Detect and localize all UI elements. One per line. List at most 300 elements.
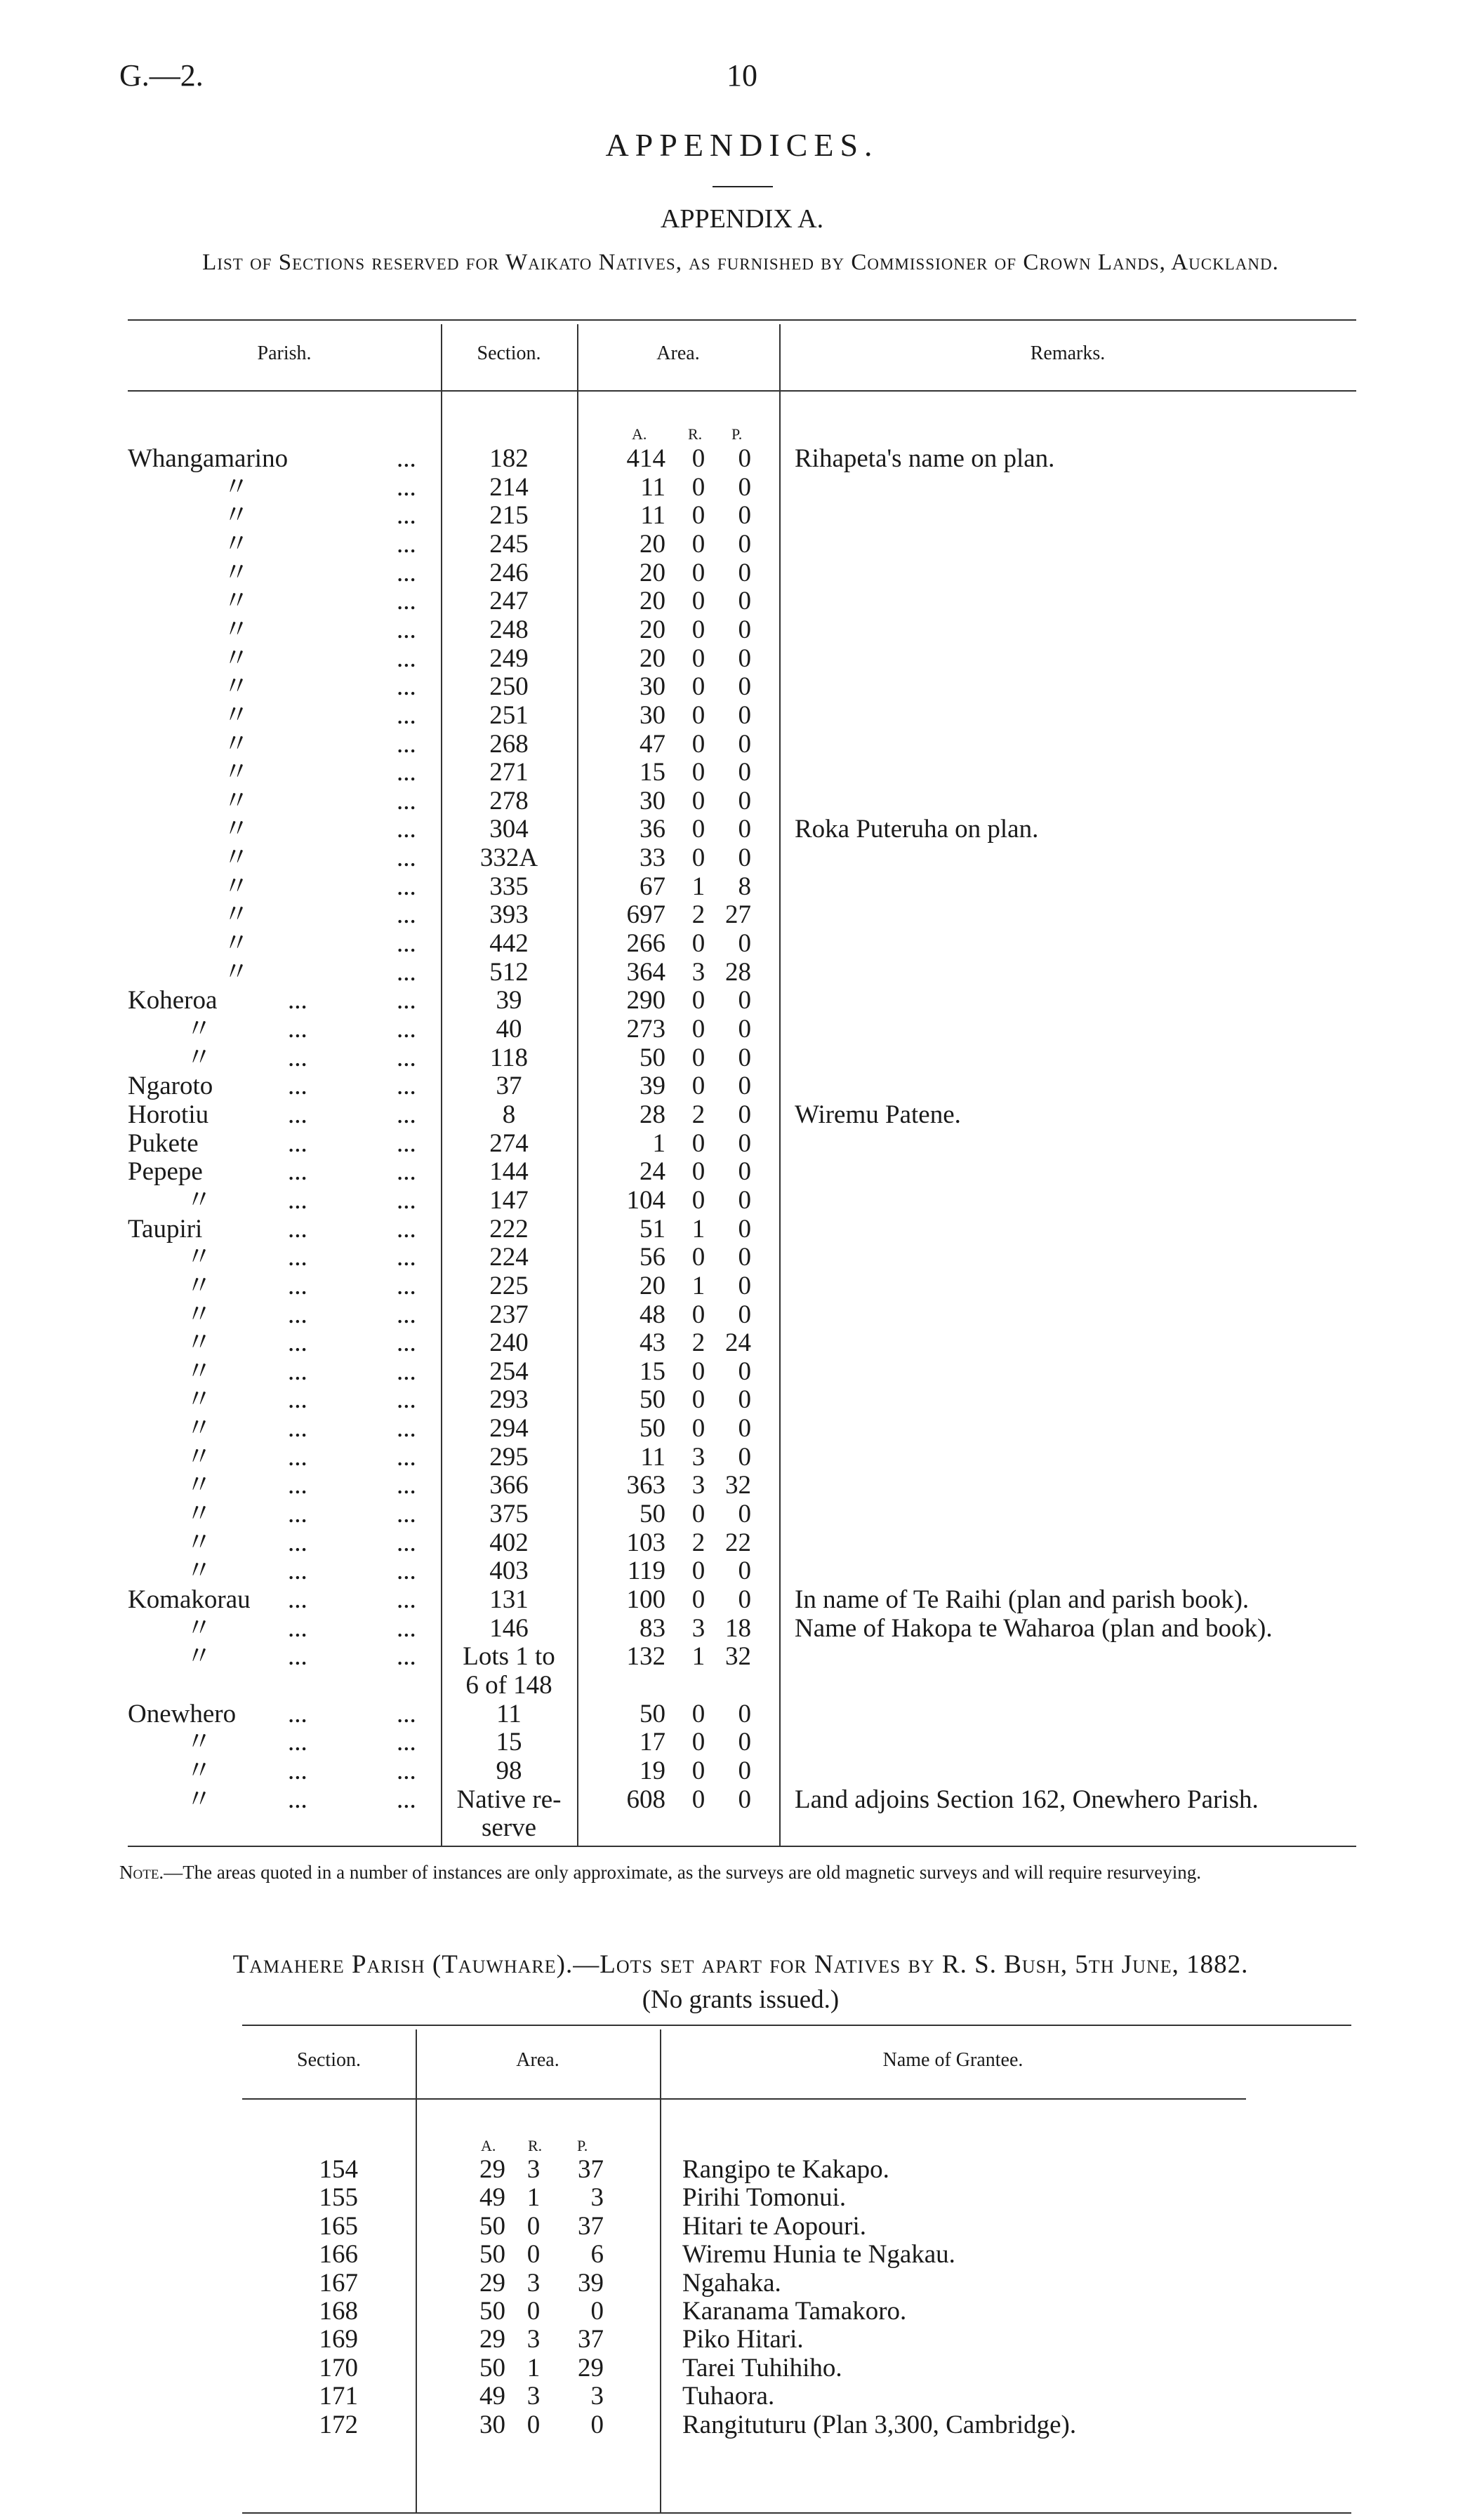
roods-cell: 0	[691, 1385, 705, 1415]
section-cell: 169	[319, 2325, 358, 2354]
table-row	[0, 673, 1484, 701]
acres-cell: 50	[479, 2297, 505, 2326]
perches-cell: 0	[738, 1356, 751, 1386]
perches-cell: 3	[590, 2382, 604, 2411]
title-divider	[713, 186, 773, 187]
roods-cell: 0	[691, 472, 705, 502]
table-row	[0, 1643, 1484, 1671]
parish-cell: 〃	[223, 529, 249, 559]
leader-dots: ...	[288, 1328, 307, 1358]
table-row	[0, 1215, 1484, 1244]
note-label: Note.	[119, 1862, 164, 1883]
leader-dots: ...	[397, 1328, 416, 1358]
roods-cell: 0	[691, 1699, 705, 1728]
acres-cell: 50	[640, 1500, 665, 1529]
section-cell: 40	[496, 1015, 522, 1044]
leader-dots: ...	[397, 1585, 416, 1614]
table-row	[0, 1329, 1484, 1357]
table-row	[0, 873, 1484, 901]
parish-cell: 〃	[223, 957, 249, 987]
acres-cell: 47	[640, 729, 665, 759]
column-header-area: Area.	[516, 2049, 559, 2071]
grantee-cell: Pirihi Tomonui.	[682, 2183, 847, 2213]
section-cell: 154	[319, 2155, 358, 2184]
roods-cell: 3	[691, 1613, 705, 1643]
leader-dots: ...	[288, 1613, 307, 1643]
table-row	[0, 702, 1484, 730]
unit-perches: P.	[731, 425, 743, 443]
table-row	[0, 2156, 1484, 2184]
leader-dots: ...	[397, 729, 416, 759]
perches-cell: 0	[738, 1500, 751, 1529]
section-cell: 168	[319, 2297, 358, 2326]
leader-dots: ...	[397, 872, 416, 901]
leader-dots: ...	[288, 1128, 307, 1158]
leader-dots: ...	[397, 815, 416, 844]
table-row	[0, 1814, 1484, 1842]
perches-cell: 0	[738, 444, 751, 473]
perches-cell: 0	[738, 1015, 751, 1044]
unit-acres: A.	[481, 2137, 496, 2154]
acres-cell: 30	[640, 786, 665, 815]
perches-cell: 32	[725, 1642, 751, 1672]
section-cell: 166	[319, 2240, 358, 2269]
table-row	[0, 1757, 1484, 1785]
table-top-rule	[128, 319, 1356, 321]
parish-cell: 〃	[186, 1528, 212, 1557]
section-cell: 247	[489, 587, 529, 616]
acres-cell: 50	[640, 1043, 665, 1072]
roods-cell: 0	[691, 1500, 705, 1529]
leader-dots: ...	[288, 1585, 307, 1614]
perches-cell: 0	[738, 587, 751, 616]
section-cell: 171	[319, 2382, 358, 2411]
acres-cell: 50	[640, 1385, 665, 1415]
leader-dots: ...	[397, 529, 416, 559]
roods-cell: 0	[691, 1414, 705, 1444]
section-cell: 147	[489, 1185, 529, 1215]
acres-cell: 290	[626, 986, 665, 1015]
section-cell: 271	[489, 758, 529, 787]
acres-cell: 36	[640, 815, 665, 844]
leader-dots: ...	[397, 1185, 416, 1215]
leader-dots: ...	[397, 1043, 416, 1072]
table-row	[0, 901, 1484, 929]
table-row	[0, 1700, 1484, 1728]
perches-cell: 37	[578, 2155, 604, 2184]
parish-cell: 〃	[186, 1471, 212, 1500]
column-header-remarks: Remarks.	[1030, 342, 1106, 364]
table-row	[0, 1130, 1484, 1158]
acres-cell: 11	[640, 1442, 665, 1472]
roods-cell: 3	[526, 2325, 541, 2354]
table-header-rule	[128, 390, 1356, 392]
roods-cell: 0	[691, 1157, 705, 1187]
acres-cell: 132	[626, 1642, 665, 1672]
roods-cell: 0	[526, 2410, 541, 2439]
parish-cell: Koheroa	[128, 986, 218, 1015]
section-cell: 6 of 148	[465, 1670, 552, 1700]
parish-cell: 〃	[186, 1500, 212, 1529]
section-cell: 251	[489, 700, 529, 730]
parish-cell: Ngaroto	[128, 1072, 213, 1101]
leader-dots: ...	[288, 1500, 307, 1529]
parish-cell: Whangamarino	[128, 444, 289, 473]
roods-cell: 1	[691, 1271, 705, 1300]
roods-cell: 1	[526, 2183, 541, 2213]
table-row	[0, 1301, 1484, 1329]
section-cell: 165	[319, 2211, 358, 2241]
table-row	[0, 987, 1484, 1015]
leader-dots: ...	[288, 1043, 307, 1072]
roods-cell: 0	[691, 700, 705, 730]
perches-cell: 24	[725, 1328, 751, 1358]
parish-cell: 〃	[223, 501, 249, 531]
parish-cell: 〃	[223, 844, 249, 873]
acres-cell: 697	[626, 900, 665, 930]
leader-dots: ...	[397, 1642, 416, 1672]
table-row	[0, 2269, 1484, 2298]
section-cell: 512	[489, 957, 529, 987]
acres-cell: 17	[640, 1728, 665, 1757]
leader-dots: ...	[397, 758, 416, 787]
acres-cell: 100	[626, 1585, 665, 1614]
roods-cell: 2	[691, 1528, 705, 1557]
leader-dots: ...	[288, 1100, 307, 1129]
perches-cell: 37	[578, 2325, 604, 2354]
acres-cell: 29	[479, 2155, 505, 2184]
leader-dots: ...	[288, 1414, 307, 1444]
section-cell: 249	[489, 644, 529, 673]
perches-cell: 0	[738, 1728, 751, 1757]
grantee-cell: Tuhaora.	[682, 2382, 775, 2411]
roods-cell: 0	[691, 1243, 705, 1272]
table-row	[0, 959, 1484, 987]
tamahere-subcaption: (No grants issued.)	[642, 1985, 840, 2014]
grantee-cell: Tarei Tuhihiho.	[682, 2353, 842, 2382]
parish-cell: 〃	[186, 1756, 212, 1785]
parish-cell: 〃	[186, 1442, 212, 1472]
roods-cell: 0	[691, 615, 705, 644]
document-reference: G.—2.	[119, 58, 204, 93]
leader-dots: ...	[288, 1785, 307, 1814]
appendix-a-heading: APPENDIX A.	[660, 204, 824, 234]
roods-cell: 0	[691, 986, 705, 1015]
perches-cell: 0	[738, 729, 751, 759]
perches-cell: 0	[738, 986, 751, 1015]
perches-cell: 27	[725, 900, 751, 930]
perches-cell: 0	[738, 1699, 751, 1728]
roods-cell: 1	[691, 1642, 705, 1672]
roods-cell: 2	[691, 1100, 705, 1129]
table-row	[0, 645, 1484, 673]
roods-cell: 0	[691, 1015, 705, 1044]
acres-cell: 48	[640, 1300, 665, 1329]
perches-cell: 0	[738, 1185, 751, 1215]
parish-cell: 〃	[223, 758, 249, 787]
leader-dots: ...	[288, 1185, 307, 1215]
parish-cell: 〃	[186, 1613, 212, 1643]
leader-dots: ...	[288, 1699, 307, 1728]
appendix-a-note	[119, 1861, 1362, 1884]
roods-cell: 3	[526, 2268, 541, 2298]
section-cell: 237	[489, 1300, 529, 1329]
leader-dots: ...	[397, 501, 416, 531]
parish-cell: Komakorau	[128, 1585, 251, 1614]
parish-cell: 〃	[223, 872, 249, 901]
section-cell: 268	[489, 729, 529, 759]
perches-cell: 37	[578, 2211, 604, 2241]
section-cell: 254	[489, 1356, 529, 1386]
leader-dots: ...	[397, 1442, 416, 1472]
roods-cell: 1	[691, 872, 705, 901]
acres-cell: 67	[640, 872, 665, 901]
perches-cell: 0	[590, 2297, 604, 2326]
perches-cell: 22	[725, 1528, 751, 1557]
table-row	[0, 1472, 1484, 1500]
column-header-section: Section.	[477, 342, 541, 364]
perches-cell: 0	[738, 1556, 751, 1586]
page-title: APPENDICES.	[605, 127, 879, 163]
roods-cell: 3	[526, 2382, 541, 2411]
perches-cell: 0	[738, 700, 751, 730]
leader-dots: ...	[397, 472, 416, 502]
parish-cell: 〃	[186, 1185, 212, 1215]
leader-dots: ...	[397, 558, 416, 587]
section-cell: 131	[489, 1585, 529, 1614]
leader-dots: ...	[288, 1015, 307, 1044]
parish-cell: 〃	[223, 587, 249, 616]
table-row	[0, 2411, 1484, 2439]
parish-cell: 〃	[186, 1414, 212, 1444]
section-cell: 293	[489, 1385, 529, 1415]
perches-cell: 0	[738, 1271, 751, 1300]
table-row	[0, 2184, 1484, 2212]
roods-cell: 0	[691, 1356, 705, 1386]
table-row	[0, 1586, 1484, 1614]
section-cell: 304	[489, 815, 529, 844]
remarks-cell: Roka Puteruha on plan.	[795, 815, 1039, 844]
acres-cell: 1	[652, 1128, 665, 1158]
acres-cell: 30	[479, 2410, 505, 2439]
roods-cell: 1	[691, 1214, 705, 1244]
roods-cell: 0	[691, 644, 705, 673]
acres-cell: 15	[640, 1356, 665, 1386]
grantee-cell: Hitari te Aopouri.	[682, 2211, 867, 2241]
section-cell: 274	[489, 1128, 529, 1158]
table-row	[0, 1672, 1484, 1700]
remarks-cell: In name of Te Raihi (plan and parish book).	[795, 1585, 1250, 1614]
grantee-cell: Karanama Tamakoro.	[682, 2297, 907, 2326]
section-cell: 215	[489, 501, 529, 531]
section-cell: serve	[481, 1813, 537, 1843]
leader-dots: ...	[288, 1271, 307, 1300]
table-row	[0, 759, 1484, 787]
leader-dots: ...	[397, 957, 416, 987]
table-row	[0, 502, 1484, 530]
section-cell: 366	[489, 1471, 529, 1500]
table-row	[0, 531, 1484, 559]
table-row	[0, 2298, 1484, 2326]
roods-cell: 0	[691, 1300, 705, 1329]
grantee-cell: Wiremu Hunia te Ngakau.	[682, 2240, 955, 2269]
section-cell: Lots 1 to	[463, 1642, 555, 1672]
remarks-cell: Wiremu Patene.	[795, 1100, 961, 1129]
leader-dots: ...	[397, 1243, 416, 1272]
section-cell: 39	[496, 986, 522, 1015]
roods-cell: 0	[691, 1185, 705, 1215]
parish-cell: 〃	[223, 786, 249, 815]
parish-cell: 〃	[223, 815, 249, 844]
column-header-section: Section.	[297, 2049, 361, 2071]
section-cell: 245	[489, 529, 529, 559]
perches-cell: 0	[738, 1756, 751, 1785]
section-cell: 182	[489, 444, 529, 473]
parish-cell: Onewhero	[128, 1699, 237, 1728]
table-row	[0, 2213, 1484, 2241]
table-row	[0, 2382, 1484, 2411]
section-cell: 295	[489, 1442, 529, 1472]
acres-cell: 15	[640, 758, 665, 787]
perches-cell: 0	[738, 929, 751, 959]
section-cell: 37	[496, 1072, 522, 1101]
section-cell: 442	[489, 929, 529, 959]
roods-cell: 0	[691, 729, 705, 759]
section-cell: 222	[489, 1214, 529, 1244]
section-cell: Native re-	[456, 1785, 562, 1814]
leader-dots: ...	[397, 844, 416, 873]
leader-dots: ...	[397, 1214, 416, 1244]
section-cell: 172	[319, 2410, 358, 2439]
leader-dots: ...	[288, 1072, 307, 1101]
leader-dots: ...	[397, 786, 416, 815]
parish-cell: 〃	[223, 700, 249, 730]
table-row	[0, 616, 1484, 644]
roods-cell: 0	[691, 815, 705, 844]
leader-dots: ...	[397, 587, 416, 616]
leader-dots: ...	[397, 1271, 416, 1300]
acres-cell: 20	[640, 587, 665, 616]
parish-cell: 〃	[186, 1556, 212, 1586]
remarks-cell: Land adjoins Section 162, Onewhero Parish.	[795, 1785, 1259, 1814]
section-cell: 155	[319, 2183, 358, 2213]
column-header-area: Area.	[656, 342, 700, 364]
section-cell: 332A	[479, 844, 538, 873]
section-cell: 167	[319, 2268, 358, 2298]
acres-cell: 28	[640, 1100, 665, 1129]
perches-cell: 0	[738, 1414, 751, 1444]
grantee-cell: Rangipo te Kakapo.	[682, 2155, 889, 2184]
remarks-cell: Name of Hakopa te Waharoa (plan and book).	[795, 1613, 1273, 1643]
parish-cell: 〃	[186, 1728, 212, 1757]
perches-cell: 0	[738, 529, 751, 559]
leader-dots: ...	[397, 1728, 416, 1757]
parish-cell: 〃	[186, 1271, 212, 1300]
acres-cell: 51	[640, 1214, 665, 1244]
acres-cell: 49	[479, 2382, 505, 2411]
table-row	[0, 1415, 1484, 1443]
perches-cell: 32	[725, 1471, 751, 1500]
leader-dots: ...	[397, 1385, 416, 1415]
leader-dots: ...	[397, 1128, 416, 1158]
roods-cell: 0	[691, 1728, 705, 1757]
table-row	[0, 559, 1484, 587]
section-cell: 11	[496, 1699, 522, 1728]
parish-cell: 〃	[186, 1642, 212, 1672]
leader-dots: ...	[288, 1642, 307, 1672]
acres-cell: 33	[640, 844, 665, 873]
parish-cell: 〃	[223, 558, 249, 587]
roods-cell: 0	[691, 844, 705, 873]
section-cell: 98	[496, 1756, 522, 1785]
perches-cell: 18	[725, 1613, 751, 1643]
leader-dots: ...	[288, 1356, 307, 1386]
leader-dots: ...	[397, 1072, 416, 1101]
roods-cell: 0	[691, 444, 705, 473]
roods-cell: 0	[691, 672, 705, 702]
leader-dots: ...	[397, 1756, 416, 1785]
table-row	[0, 1557, 1484, 1585]
perches-cell: 0	[590, 2410, 604, 2439]
table-row	[0, 1728, 1484, 1756]
perches-cell: 29	[578, 2353, 604, 2382]
acres-cell: 414	[626, 444, 665, 473]
leader-dots: ...	[397, 1500, 416, 1529]
acres-cell: 608	[626, 1785, 665, 1814]
leader-dots: ...	[397, 1300, 416, 1329]
column-header-grantee: Name of Grantee.	[882, 2049, 1023, 2071]
leader-dots: ...	[397, 1414, 416, 1444]
roods-cell: 0	[691, 1043, 705, 1072]
unit-roods: R.	[528, 2137, 543, 2154]
note-text: —The areas quoted in a number of instances are only approximate, as the surveys are old magnetic surveys and will require resurveying.	[164, 1862, 1201, 1883]
roods-cell: 0	[526, 2297, 541, 2326]
parish-cell: Pepepe	[128, 1157, 203, 1187]
perches-cell: 0	[738, 1243, 751, 1272]
perches-cell: 0	[738, 1214, 751, 1244]
leader-dots: ...	[288, 1442, 307, 1472]
leader-dots: ...	[288, 986, 307, 1015]
parish-cell: 〃	[223, 672, 249, 702]
acres-cell: 43	[640, 1328, 665, 1358]
roods-cell: 0	[691, 758, 705, 787]
table-row	[0, 815, 1484, 844]
leader-dots: ...	[397, 986, 416, 1015]
section-cell: 118	[489, 1043, 529, 1072]
acres-cell: 50	[640, 1414, 665, 1444]
leader-dots: ...	[397, 700, 416, 730]
roods-cell: 0	[691, 1128, 705, 1158]
table-row	[0, 2326, 1484, 2354]
table-bottom-rule	[128, 1846, 1356, 1847]
roods-cell: 0	[691, 1756, 705, 1785]
perches-cell: 8	[738, 872, 751, 901]
leader-dots: ...	[397, 615, 416, 644]
unit-acres: A.	[632, 425, 647, 443]
table-row	[0, 787, 1484, 815]
acres-cell: 273	[626, 1015, 665, 1044]
leader-dots: ...	[288, 1728, 307, 1757]
grantee-cell: Rangituturu (Plan 3,300, Cambridge).	[682, 2410, 1077, 2439]
table-row	[0, 1444, 1484, 1472]
acres-cell: 20	[640, 558, 665, 587]
leader-dots: ...	[288, 1528, 307, 1557]
section-cell: 246	[489, 558, 529, 587]
table-row	[0, 1044, 1484, 1072]
roods-cell: 0	[691, 929, 705, 959]
unit-roods: R.	[688, 425, 703, 443]
roods-cell: 3	[691, 1471, 705, 1500]
